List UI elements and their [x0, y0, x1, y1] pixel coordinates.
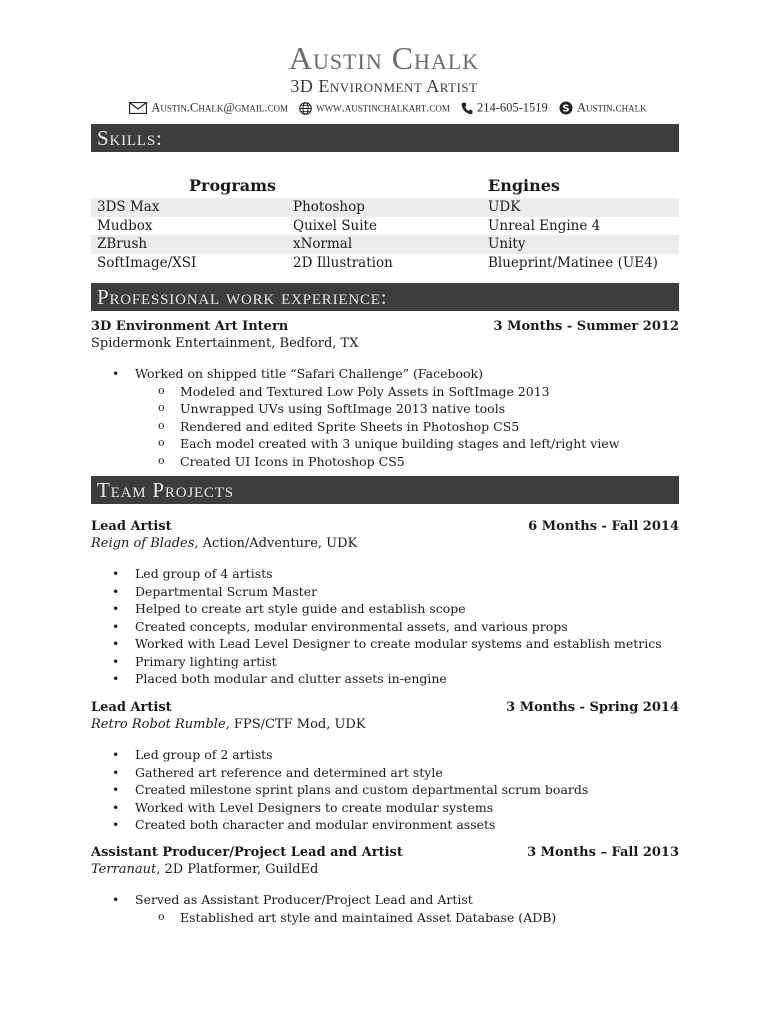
engines-header: Engines [488, 176, 560, 195]
sub-list-item: o Each model created with 3 unique building stages and left/right view [91, 435, 679, 453]
project-name: Reign of Blades, [91, 536, 199, 551]
applicant-name: Austin Chalk [288, 40, 480, 76]
skill-cell: xNormal [293, 236, 353, 252]
project-details: 2D Platformer, GuildEd [160, 862, 319, 877]
skill-cell: Mudbox [97, 217, 153, 234]
section-header-skills: Skills: [91, 124, 679, 152]
project-details: Action/Adventure, UDK [198, 536, 358, 551]
skills-table-header [91, 176, 679, 198]
skill-cell: Quixel Suite [293, 217, 377, 234]
list-item: • Created both character and modular environment assets [91, 816, 679, 834]
project-entry [91, 845, 679, 926]
sub-list-item: o Modeled and Textured Low Poly Assets in SoftImage 2013 [91, 383, 679, 401]
project-name: Terranaut, [91, 862, 161, 877]
svg-text:S: S [562, 103, 570, 115]
skill-cell: Blueprint/Matinee (UE4) [488, 254, 658, 271]
skill-cell: Photoshop [293, 199, 365, 215]
project-role: Assistant Producer/Project Lead and Artist [91, 845, 403, 860]
phone-text[interactable]: 214-605-1519 [476, 100, 548, 115]
list-item: • Led group of 2 artists [91, 746, 679, 764]
email-text[interactable]: Austin.Chalk@gmail.com [151, 100, 289, 115]
experience-entry [91, 319, 679, 470]
list-item: • Worked with Lead Level Designer to create modular systems and establish metrics [91, 635, 679, 653]
list-item: • Helped to create art style guide and establish scope [91, 600, 679, 618]
sub-list-item: o Established art style and maintained Asset Database (ADB) [91, 909, 679, 927]
project-info [91, 536, 679, 553]
project-entry [91, 519, 679, 688]
project-role: Lead Artist [91, 700, 172, 715]
project-role: Lead Artist [91, 519, 172, 534]
skype-icon [559, 101, 573, 115]
envelope-icon [129, 102, 147, 114]
programs-header: Programs [189, 176, 277, 195]
skill-cell: 2D Illustration [293, 254, 393, 271]
project-details: FPS/CTF Mod, UDK [229, 717, 366, 732]
job-role: 3D Environment Art Intern [91, 319, 289, 334]
list-item: • Created concepts, modular environmental assets, and various props [91, 618, 679, 636]
list-item: • Gathered art reference and determined art style [91, 764, 679, 782]
sub-list-item: o Rendered and edited Sprite Sheets in Photoshop CS5 [91, 418, 679, 436]
skills-row [91, 198, 679, 217]
skills-table [91, 176, 679, 272]
project-info [91, 717, 679, 734]
skill-cell: 3DS Max [97, 199, 160, 215]
skill-cell: ZBrush [97, 236, 148, 252]
project-entry [91, 700, 679, 834]
list-item: • Worked on shipped title “Safari Challenge” (Facebook) [91, 365, 679, 383]
project-date: 6 Months - Fall 2014 [528, 519, 679, 534]
globe-icon [299, 102, 312, 115]
skills-row [91, 254, 679, 273]
contact-line [0, 100, 768, 116]
section-header-experience: Professional work experience: [91, 283, 679, 311]
skill-cell: UDK [488, 199, 521, 215]
job-date: 3 Months - Summer 2012 [493, 319, 679, 334]
phone-icon [461, 102, 473, 115]
job-company: Spidermonk Entertainment, Bedford, TX [91, 336, 359, 351]
project-name: Retro Robot Rumble, [91, 717, 230, 732]
skype-text[interactable]: Austin.chalk [576, 100, 647, 115]
list-item: • Worked with Level Designers to create modular systems [91, 799, 679, 817]
list-item: • Placed both modular and clutter assets in-engine [91, 670, 679, 688]
list-item: • Primary lighting artist [91, 653, 679, 671]
website-text[interactable]: www.austinchalkart.com [316, 100, 450, 115]
list-item: • Served as Assistant Producer/Project Lead and Artist [91, 891, 679, 909]
list-item: • Created milestone sprint plans and custom departmental scrum boards [91, 781, 679, 799]
project-info [91, 862, 679, 879]
sub-list-item: o Unwrapped UVs using SoftImage 2013 native tools [91, 400, 679, 418]
sub-list-item: o Created UI Icons in Photoshop CS5 [91, 453, 679, 471]
section-header-team-projects: Team Projects [91, 476, 679, 504]
project-date: 3 Months – Fall 2013 [527, 845, 679, 860]
applicant-title: 3D Environment Artist [290, 76, 478, 96]
skill-cell: Unity [488, 236, 526, 252]
skill-cell: Unreal Engine 4 [488, 217, 601, 234]
list-item: • Led group of 4 artists [91, 565, 679, 583]
project-date: 3 Months - Spring 2014 [506, 700, 679, 715]
skills-row [91, 235, 679, 254]
skills-row [91, 217, 679, 236]
skill-cell: SoftImage/XSI [97, 254, 197, 271]
list-item: • Departmental Scrum Master [91, 583, 679, 601]
